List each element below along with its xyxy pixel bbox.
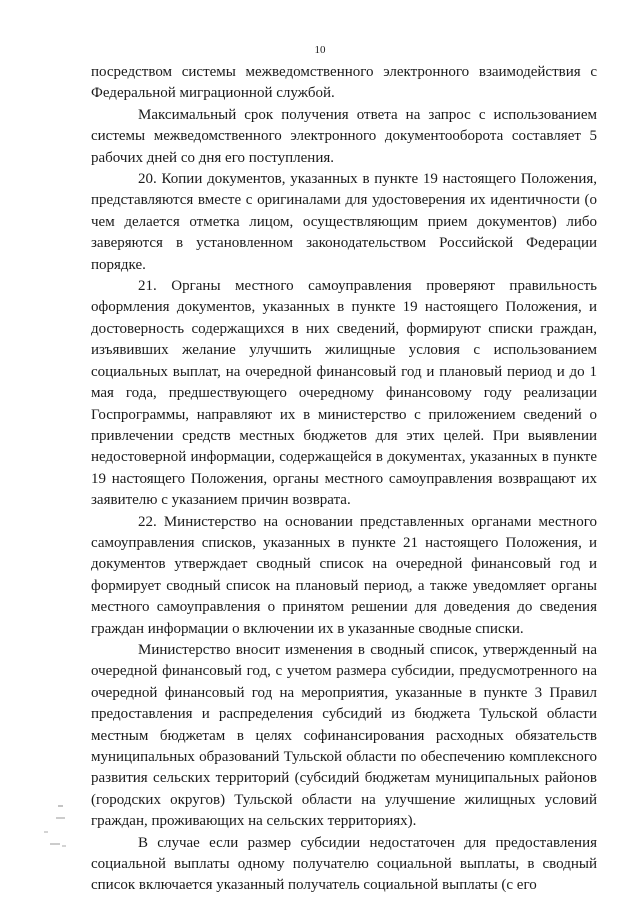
paragraph-item-20: 20. Копии документов, указанных в пункте 19 настоящего Положения, представляются вместе с оригиналами для удостоверения их идентичности (о чем делается отметка лицом, осуществляющим прием документов) либо заверяются в установленном законодательством Российской Федерации порядке. bbox=[91, 171, 597, 273]
paragraph-item-21: 21. Органы местного самоуправления проверяют правильность оформления документов, указанных в пункте 19 настоящего Положения, и достоверность содержащихся в них сведений, формируют списки граждан, изъявивших желание улучшить жилищные условия с использованием социальных выплат, на очередной финансовый год и плановый период и до 1 мая года, предшествующего очередному финансовому году реализации Госпрограммы, направляют их в министерство с приложением сведений о привлечении средств местных бюджетов для этих целей. При выявлении недостоверной информации, содержащейся в документах, указанных в пункте 19 настоящего Положения, органы местного самоуправления возвращают их заявителю с указанием причин возврата. bbox=[91, 278, 597, 509]
paragraph-continuation: посредством системы межведомственного электронного взаимодействия с Федеральной миграционной службой. bbox=[91, 64, 597, 102]
paragraph-insufficient-subsidy: В случае если размер субсидии недостаточен для предоставления социальной выплаты одному получателю социальной выплаты, в сводный список включается указанный получатель социальной выплаты (с его bbox=[91, 834, 597, 894]
page-number: 10 bbox=[314, 44, 326, 56]
paragraph-item-22: 22. Министерство на основании представленных органами местного самоуправления списков, указанных в пункте 21 настоящего Положения, и документов утверждает сводный список на очередной финансовый год и формирует сводный список на плановый период, а также уведомляет органы местного самоуправления о принятом решении для доведения до сведения граждан информации о включении их в указанные сводные списки. bbox=[91, 513, 597, 637]
paragraph-response-deadline: Максимальный срок получения ответа на запрос с использованием системы межведомственного электронного документооборота составляет 5 рабочих дней со дня его поступления. bbox=[91, 106, 597, 166]
scan-noise-marks bbox=[36, 800, 76, 860]
document-body bbox=[91, 62, 597, 897]
paragraph-ministry-changes: Министерство вносит изменения в сводный список, утвержденный на очередной финансовый год, с учетом размера субсидии, предусмотренного на очередной финансовый год на мероприятия, указанные в пункте 3 Правил предоставления и распределения субсидий из бюджета Тульской области местным бюджетам в целях софинансирования расходных обязательств муниципальных образований Тульской области по обеспечению комплексного развития сельских территорий (субсидий бюджетам муниципальных районов (городских округов) Тульской области на улучшение жилищных условий граждан, проживающих на сельских территориях). bbox=[91, 641, 597, 830]
